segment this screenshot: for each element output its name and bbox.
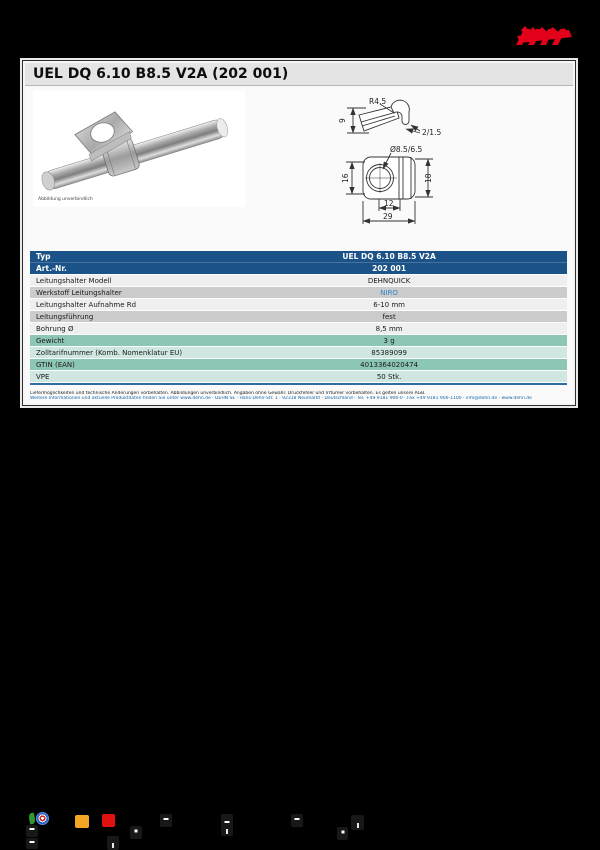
technical-drawing	[333, 89, 485, 237]
row-label: Leitungsführung	[36, 312, 94, 321]
table-row	[30, 323, 567, 335]
header-value-artnr: 202 001	[372, 264, 407, 273]
disclaimer-line2: Weitere Informationen und aktuelle Produktdaten finden Sie unter www.dehn.de · DEHN SE · Hans-Dehn-Str. 1 · 92318 Neumarkt · Deutschland · Tel. +49 9181 906-0 · Fax +49 9181 906-1100 · info@dehn.de · www.dehn.de	[30, 396, 532, 401]
row-label: VPE	[36, 372, 50, 381]
table-header-row-artnr	[30, 263, 567, 275]
orange-badge-icon[interactable]	[75, 815, 89, 828]
red-badge-icon[interactable]	[102, 814, 115, 827]
row-value: fest	[382, 312, 396, 321]
dim-label-radius: R4.5	[369, 97, 387, 106]
row-value: 6-10 mm	[373, 300, 405, 309]
table-header-row-typ	[30, 251, 567, 263]
row-label: Leitungshalter Aufnahme Rd	[36, 300, 137, 309]
footer-icon[interactable]	[107, 836, 119, 850]
table-row	[30, 311, 567, 323]
disclaimer-line1: Liefermöglichkeiten und technische Änderungen vorbehalten. Abbildungen unverbindlich. Angaben ohne Gewähr. Druckfehler und Irrtümer vorbehalten. Es gelten unsere AGB.	[30, 391, 426, 396]
dim-label-right-height: 18	[424, 173, 433, 183]
table-row	[30, 359, 567, 371]
dim-label-diameter: Ø8.5/6.5	[390, 145, 423, 154]
table-row	[30, 299, 567, 311]
dim-label-side-height: 9	[338, 118, 347, 123]
dim-label-total-width: 29	[383, 212, 393, 221]
dehn-logo-icon	[509, 22, 577, 48]
table-row	[30, 347, 567, 359]
page-title: UEL DQ 6.10 B8.5 V2A (202 001)	[33, 66, 289, 82]
globe-icon[interactable]	[36, 812, 49, 825]
footer-icon[interactable]	[160, 814, 172, 827]
product-photo	[33, 91, 245, 207]
footer-icon[interactable]	[26, 838, 38, 849]
technical-drawing-image	[333, 89, 485, 237]
table-row	[30, 275, 567, 287]
table-row	[30, 287, 567, 299]
row-value: DEHNQUICK	[367, 276, 411, 285]
dehn-logo	[509, 22, 577, 48]
row-value: 50 Stk.	[376, 372, 402, 381]
row-value: 85389099	[371, 348, 407, 357]
row-value	[211, 289, 567, 297]
row-value: 3 g	[383, 336, 395, 345]
footer-icon[interactable]	[337, 827, 348, 840]
spec-table	[30, 251, 567, 385]
header-label-typ: Typ	[36, 252, 51, 261]
footer-icon[interactable]	[351, 815, 364, 830]
niro-material-link[interactable]: NIRO	[380, 288, 398, 297]
footer-icon[interactable]	[26, 825, 38, 837]
footer-icon[interactable]	[291, 814, 303, 827]
fineprint	[30, 391, 569, 401]
product-photo-image	[33, 91, 245, 207]
header-label-artnr: Art.-Nr.	[36, 264, 67, 273]
row-value: 8,5 mm	[375, 324, 403, 333]
datasheet-panel	[20, 58, 578, 408]
footer-icon[interactable]	[130, 826, 142, 839]
table-row	[30, 335, 567, 347]
row-label: Gewicht	[36, 336, 65, 345]
photo-caption: Abbildung unverbindlich	[38, 197, 93, 202]
dim-label-thickness: 2/1.5	[422, 128, 442, 137]
header-value-typ: UEL DQ 6.10 B8.5 V2A	[342, 252, 436, 261]
dim-label-left-height: 16	[341, 173, 350, 183]
row-label: Leitungshalter Modell	[36, 276, 112, 285]
datasheet-content	[25, 63, 573, 403]
row-label: Bohrung Ø	[36, 324, 74, 333]
row-value: 4013364020474	[360, 360, 419, 369]
row-label: Werkstoff Leitungshalter	[36, 288, 122, 297]
table-row	[30, 371, 567, 383]
row-label: Zolltarifnummer (Komb. Nomenklatur EU)	[36, 348, 183, 357]
leaf-icon[interactable]	[28, 812, 36, 824]
dim-label-inner-width: 12	[384, 199, 394, 208]
footer-icon[interactable]	[221, 814, 233, 836]
row-label: GTIN (EAN)	[36, 360, 75, 369]
title-bar	[25, 63, 573, 86]
